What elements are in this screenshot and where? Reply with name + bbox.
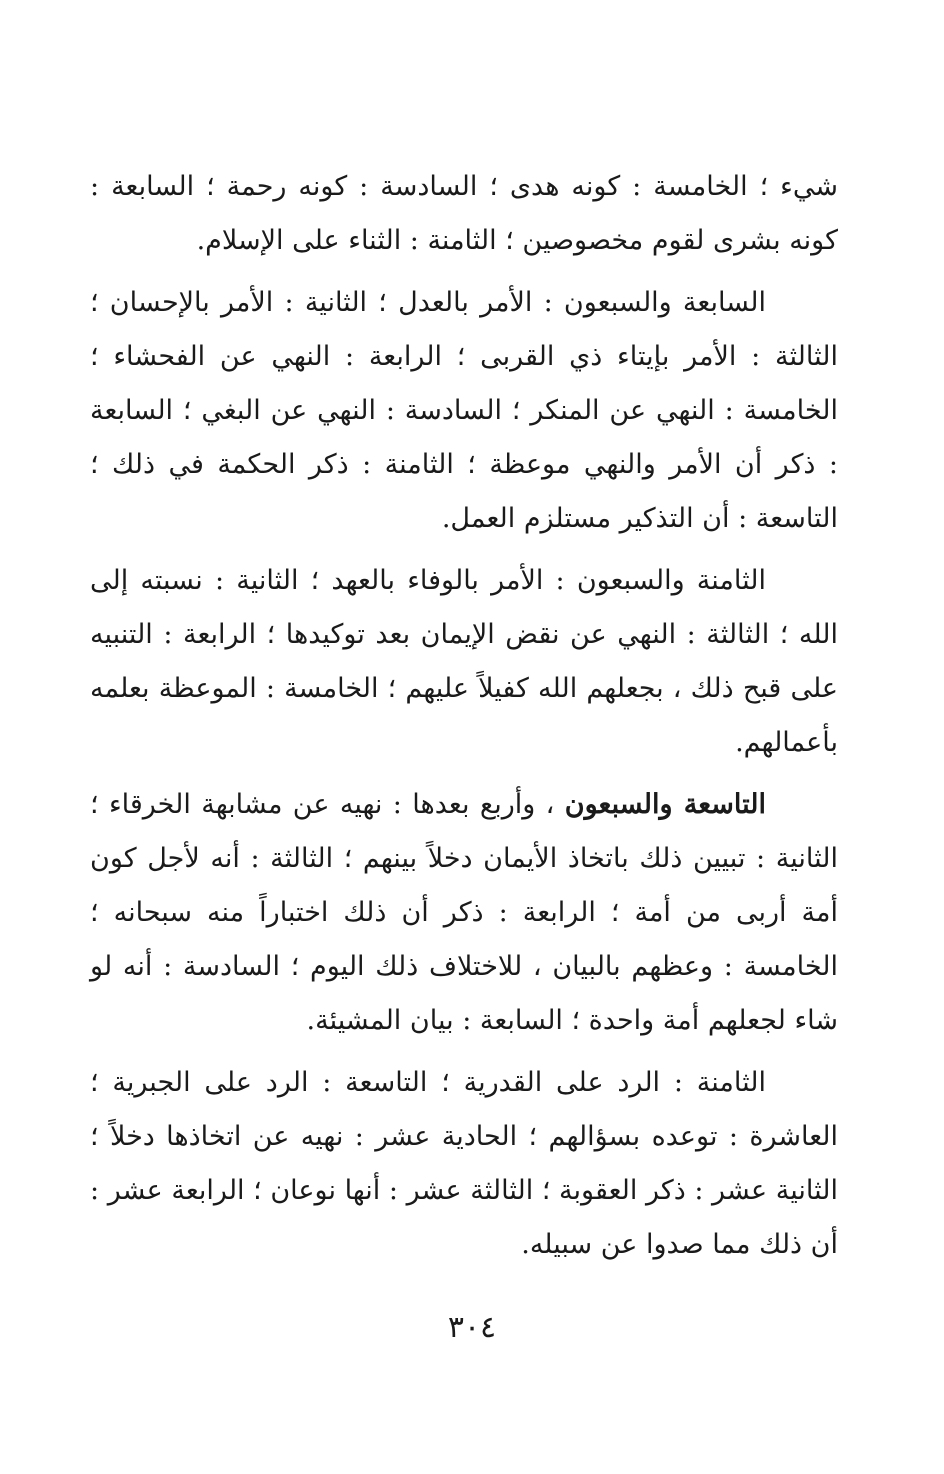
page-number: ٣٠٤ — [447, 1310, 497, 1345]
paragraph-5 — [90, 1056, 838, 1272]
paragraph-2 — [90, 276, 838, 546]
paragraph-3-text: الثامنة والسبعون : الأمر بالوفاء بالعهد ؛ الثانية : نسبته إلى الله ؛ الثالثة : النهي عن نقض الإيمان بعد توكيدها ؛ الرابعة : التنبيه على قبح ذلك ، بجعلهم الله كفيلاً عليهم ؛ الخامسة : الموعظة بعلمه بأعمالهم. — [90, 565, 838, 758]
paragraph-1-text: شيء ؛ الخامسة : كونه هدى ؛ السادسة : كونه رحمة ؛ السابعة : كونه بشرى لقوم مخصوصين ؛ الثامنة : الثناء على الإسلام. — [90, 171, 838, 256]
paragraph-3 — [90, 554, 838, 770]
paragraph-4 — [90, 778, 838, 1048]
paragraph-5-text: الثامنة : الرد على القدرية ؛ التاسعة : الرد على الجبرية ؛ العاشرة : توعده بسؤالهم ؛ الحادية عشر : نهيه عن اتخاذها دخلاً ؛ الثانية عشر : ذكر العقوبة ؛ الثالثة عشر : أنها نوعان ؛ الرابعة عشر : أن ذلك مما صدوا عن سبيله. — [90, 1067, 838, 1260]
paragraph-2-text: السابعة والسبعون : الأمر بالعدل ؛ الثانية : الأمر بالإحسان ؛ الثالثة : الأمر بإيتاء ذي القربى ؛ الرابعة : النهي عن الفحشاء ؛ الخامسة : النهي عن المنكر ؛ السادسة : النهي عن البغي ؛ السابعة : ذكر أن الأمر والنهي موعظة ؛ الثامنة : ذكر الحكمة في ذلك ؛ التاسعة : أن التذكير مستلزم العمل. — [90, 287, 838, 534]
page-body — [90, 160, 838, 1280]
paragraph-1 — [90, 160, 838, 268]
paragraph-4-bold-lead: التاسعة والسبعون — [564, 789, 766, 820]
paragraph-4-text: ، وأربع بعدها : نهيه عن مشابهة الخرقاء ؛ الثانية : تبيين ذلك باتخاذ الأيمان دخلاً بينهم ؛ الثالثة : أنه لأجل كون أمة أربى من أمة ؛ الرابعة : ذكر أن ذلك اختباراً منه سبحانه ؛ الخامسة : وعظهم بالبيان ، للاختلاف ذلك اليوم ؛ السادسة : أنه لو شاء لجعلهم أمة واحدة ؛ السابعة : بيان المشيئة. — [90, 789, 838, 1036]
